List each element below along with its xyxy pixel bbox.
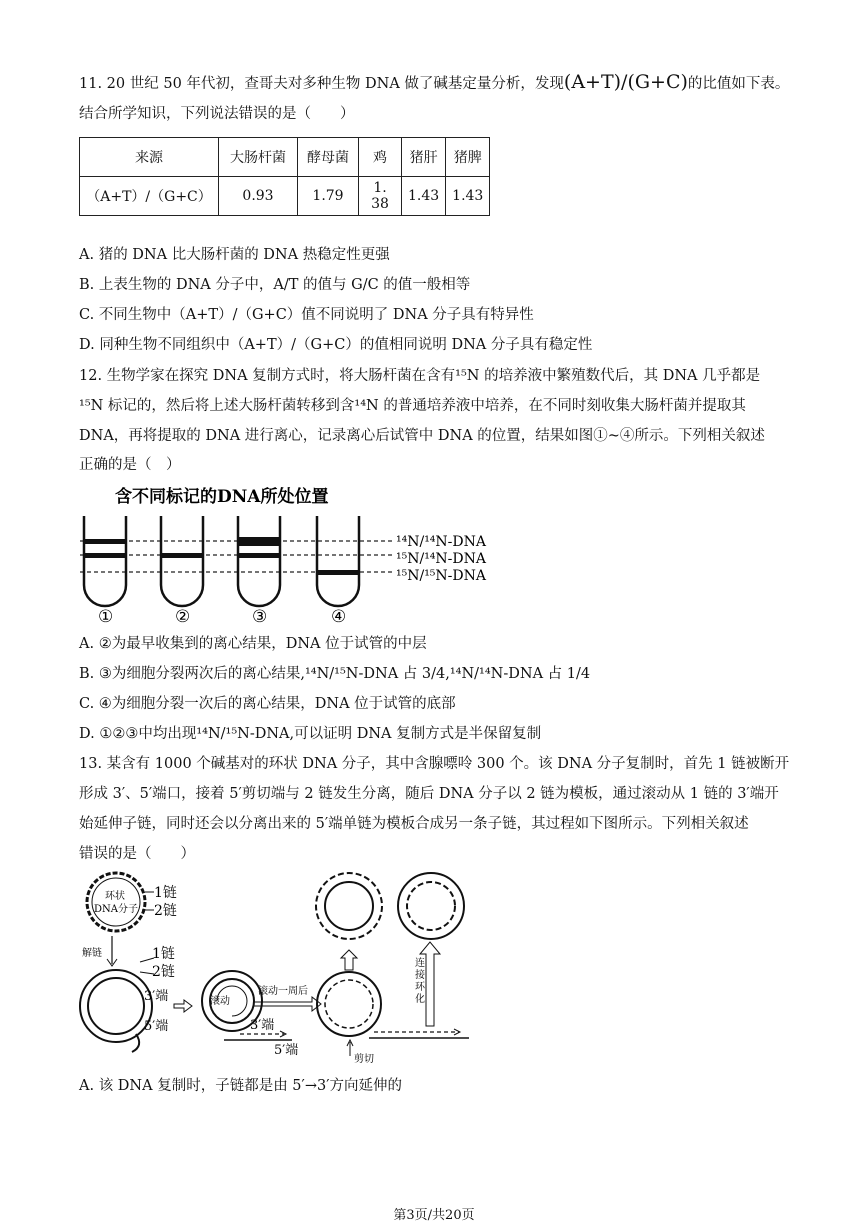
q11-option-c: C. 不同生物中（A+T）/（G+C）值不同说明了 DNA 分子具有特异性	[79, 307, 534, 323]
label-hybrid: ¹⁵N/¹⁴N-DNA	[396, 551, 486, 567]
table-cell: 1.43	[446, 177, 490, 216]
q13-stem-line: 错误的是（ ）	[79, 846, 195, 862]
end5-label-b: 5′端	[274, 1043, 299, 1058]
table-row	[80, 177, 490, 216]
table-cell: 1.43	[402, 177, 446, 216]
tube-label-1: ①	[98, 607, 114, 627]
post-roll-circle-inner	[325, 980, 373, 1028]
q12-stem-line: DNA，再将提取的 DNA 进行离心，记录离心后试管中 DNA 的位置，结果如图①~④所示。下列相关叙述	[79, 428, 765, 444]
table-header: 酵母菌	[298, 138, 359, 177]
q11-table	[79, 137, 490, 216]
table-cell: 0.93	[219, 177, 298, 216]
q12-stem-line: ¹⁵N 标记的，然后将上述大肠杆菌转移到含¹⁴N 的普通培养液中培养，在不同时刻收集大肠杆菌并提取其	[79, 398, 746, 414]
join-label-1: 连	[415, 958, 425, 969]
label-heavy: ¹⁵N/¹⁵N-DNA	[396, 568, 486, 584]
daughter-circle-inner	[325, 882, 373, 930]
chain1-label: 1链	[154, 885, 177, 901]
step-arrow-2	[254, 997, 321, 1011]
table-header: 猪肝	[402, 138, 446, 177]
step-arrow-1	[174, 1000, 192, 1012]
band-tube4-heavy	[317, 570, 359, 575]
rolling-label: 滚动	[210, 996, 230, 1007]
end5-label: 5′端	[144, 1019, 169, 1034]
unwind-label: 解链	[82, 948, 102, 959]
circular-dna	[87, 873, 145, 931]
q12-stem-line: 正确的是（ ）	[79, 457, 181, 473]
tube-label-2: ②	[175, 607, 191, 627]
end3-label-b: 3′端	[250, 1018, 275, 1033]
tube-3	[238, 516, 280, 606]
join-label-2: 接	[415, 970, 425, 981]
q11-stem-line1	[79, 72, 789, 94]
circle-label: 环状	[105, 891, 125, 902]
q12-option-c: C. ④为细胞分裂一次后的离心结果，DNA 位于试管的底部	[79, 696, 456, 712]
open-circle-outer	[80, 970, 152, 1042]
q11-stem-text: 11. 20 世纪 50 年代初，查哥夫对多种生物 DNA 做了碱基定量分析，发现	[79, 76, 564, 92]
table-header: 猪脾	[446, 138, 490, 177]
table-row-label: （A+T）/（G+C）	[80, 177, 219, 216]
q13-option-a: A. 该 DNA 复制时，子链都是由 5′→3′方向延伸的	[79, 1078, 402, 1094]
q12-option-d: D. ①②③中均出现¹⁴N/¹⁵N-DNA,可以证明 DNA 复制方式是半保留复制	[79, 726, 542, 742]
table-header: 鸡	[359, 138, 402, 177]
q11-formula: (A+T)/(G+C)	[563, 71, 688, 93]
chain1-label-b: 1链	[152, 946, 175, 962]
cut-label: 剪切	[354, 1054, 374, 1065]
chain2-label-b: 2链	[152, 964, 175, 980]
tube-4	[317, 516, 359, 606]
tube-1	[84, 516, 126, 606]
q11-option-a: A. 猪的 DNA 比大肠杆菌的 DNA 热稳定性更强	[79, 247, 390, 263]
band-tube3-hybrid	[238, 553, 280, 558]
table-header: 来源	[80, 138, 219, 177]
q13-stem-line: 形成 3′、5′端口，接着 5′剪切端与 2 链发生分离，随后 DNA 分子以 2 链为模板，通过滚动从 1 链的 3′端开	[79, 786, 779, 802]
q13-stem-line: 13. 某含有 1000 个碱基对的环状 DNA 分子，其中含腺嘌呤 300 个。该 DNA 分子复制时，首先 1 链被断开	[79, 756, 790, 772]
after-roll-label: 滚动一周后	[258, 986, 308, 997]
open-circle-inner	[88, 978, 144, 1034]
step-arrow-3	[341, 950, 357, 970]
band-tube3-light	[238, 537, 280, 546]
post-roll-circle-outer	[317, 972, 381, 1036]
tube-label-4: ④	[331, 607, 347, 627]
q12-stem-line: 12. 生物学家在探究 DNA 复制方式时，将大肠杆菌在含有¹⁵N 的培养液中繁殖数代后，其 DNA 几乎都是	[79, 368, 761, 384]
page-footer: 第3页/共20页	[393, 1208, 475, 1223]
label-light: ¹⁴N/¹⁴N-DNA	[396, 534, 486, 550]
circle-label-2: DNA分子	[94, 904, 138, 915]
join-label-3: 环	[415, 982, 425, 993]
figure-title: 含不同标记的DNA所处位置	[115, 487, 329, 507]
band-tube1-light	[84, 539, 126, 544]
join-label-4: 化	[415, 994, 425, 1005]
band-tube1-hybrid	[84, 553, 126, 558]
q11-stem-tail: 的比值如下表。	[687, 76, 790, 92]
end3-label: 3′端	[144, 989, 169, 1004]
table-cell: 1. 38	[359, 177, 402, 216]
final-circle-inner	[407, 882, 455, 930]
rolling-circle-figure	[74, 866, 484, 1066]
chain2-label: 2链	[154, 903, 177, 919]
q12-option-a: A. ②为最早收集到的离心结果，DNA 位于试管的中层	[79, 636, 427, 652]
tube-label-3: ③	[252, 607, 268, 627]
table-header: 大肠杆菌	[219, 138, 298, 177]
tube-2	[161, 516, 203, 606]
table-header-row	[80, 138, 490, 177]
centrifuge-figure	[70, 482, 500, 630]
q11-stem-line2: 结合所学知识，下列说法错误的是（ ）	[79, 106, 355, 122]
q12-option-b: B. ③为细胞分裂两次后的离心结果,¹⁴N/¹⁵N-DNA 占 3/4,¹⁴N/¹⁴N-DNA 占 1/4	[79, 666, 591, 682]
q11-option-b: B. 上表生物的 DNA 分子中，A/T 的值与 G/C 的值一般相等	[79, 277, 471, 293]
circular-dna-inner	[92, 878, 140, 926]
table-cell: 1.79	[298, 177, 359, 216]
q13-stem-line: 始延伸子链，同时还会以分离出来的 5′端单链为模板合成另一条子链，其过程如下图所示。下列相关叙述	[79, 816, 749, 832]
band-tube2-hybrid	[161, 553, 203, 558]
q11-option-d: D. 同种生物不同组织中（A+T）/（G+C）的值相同说明 DNA 分子具有稳定性	[79, 337, 593, 353]
